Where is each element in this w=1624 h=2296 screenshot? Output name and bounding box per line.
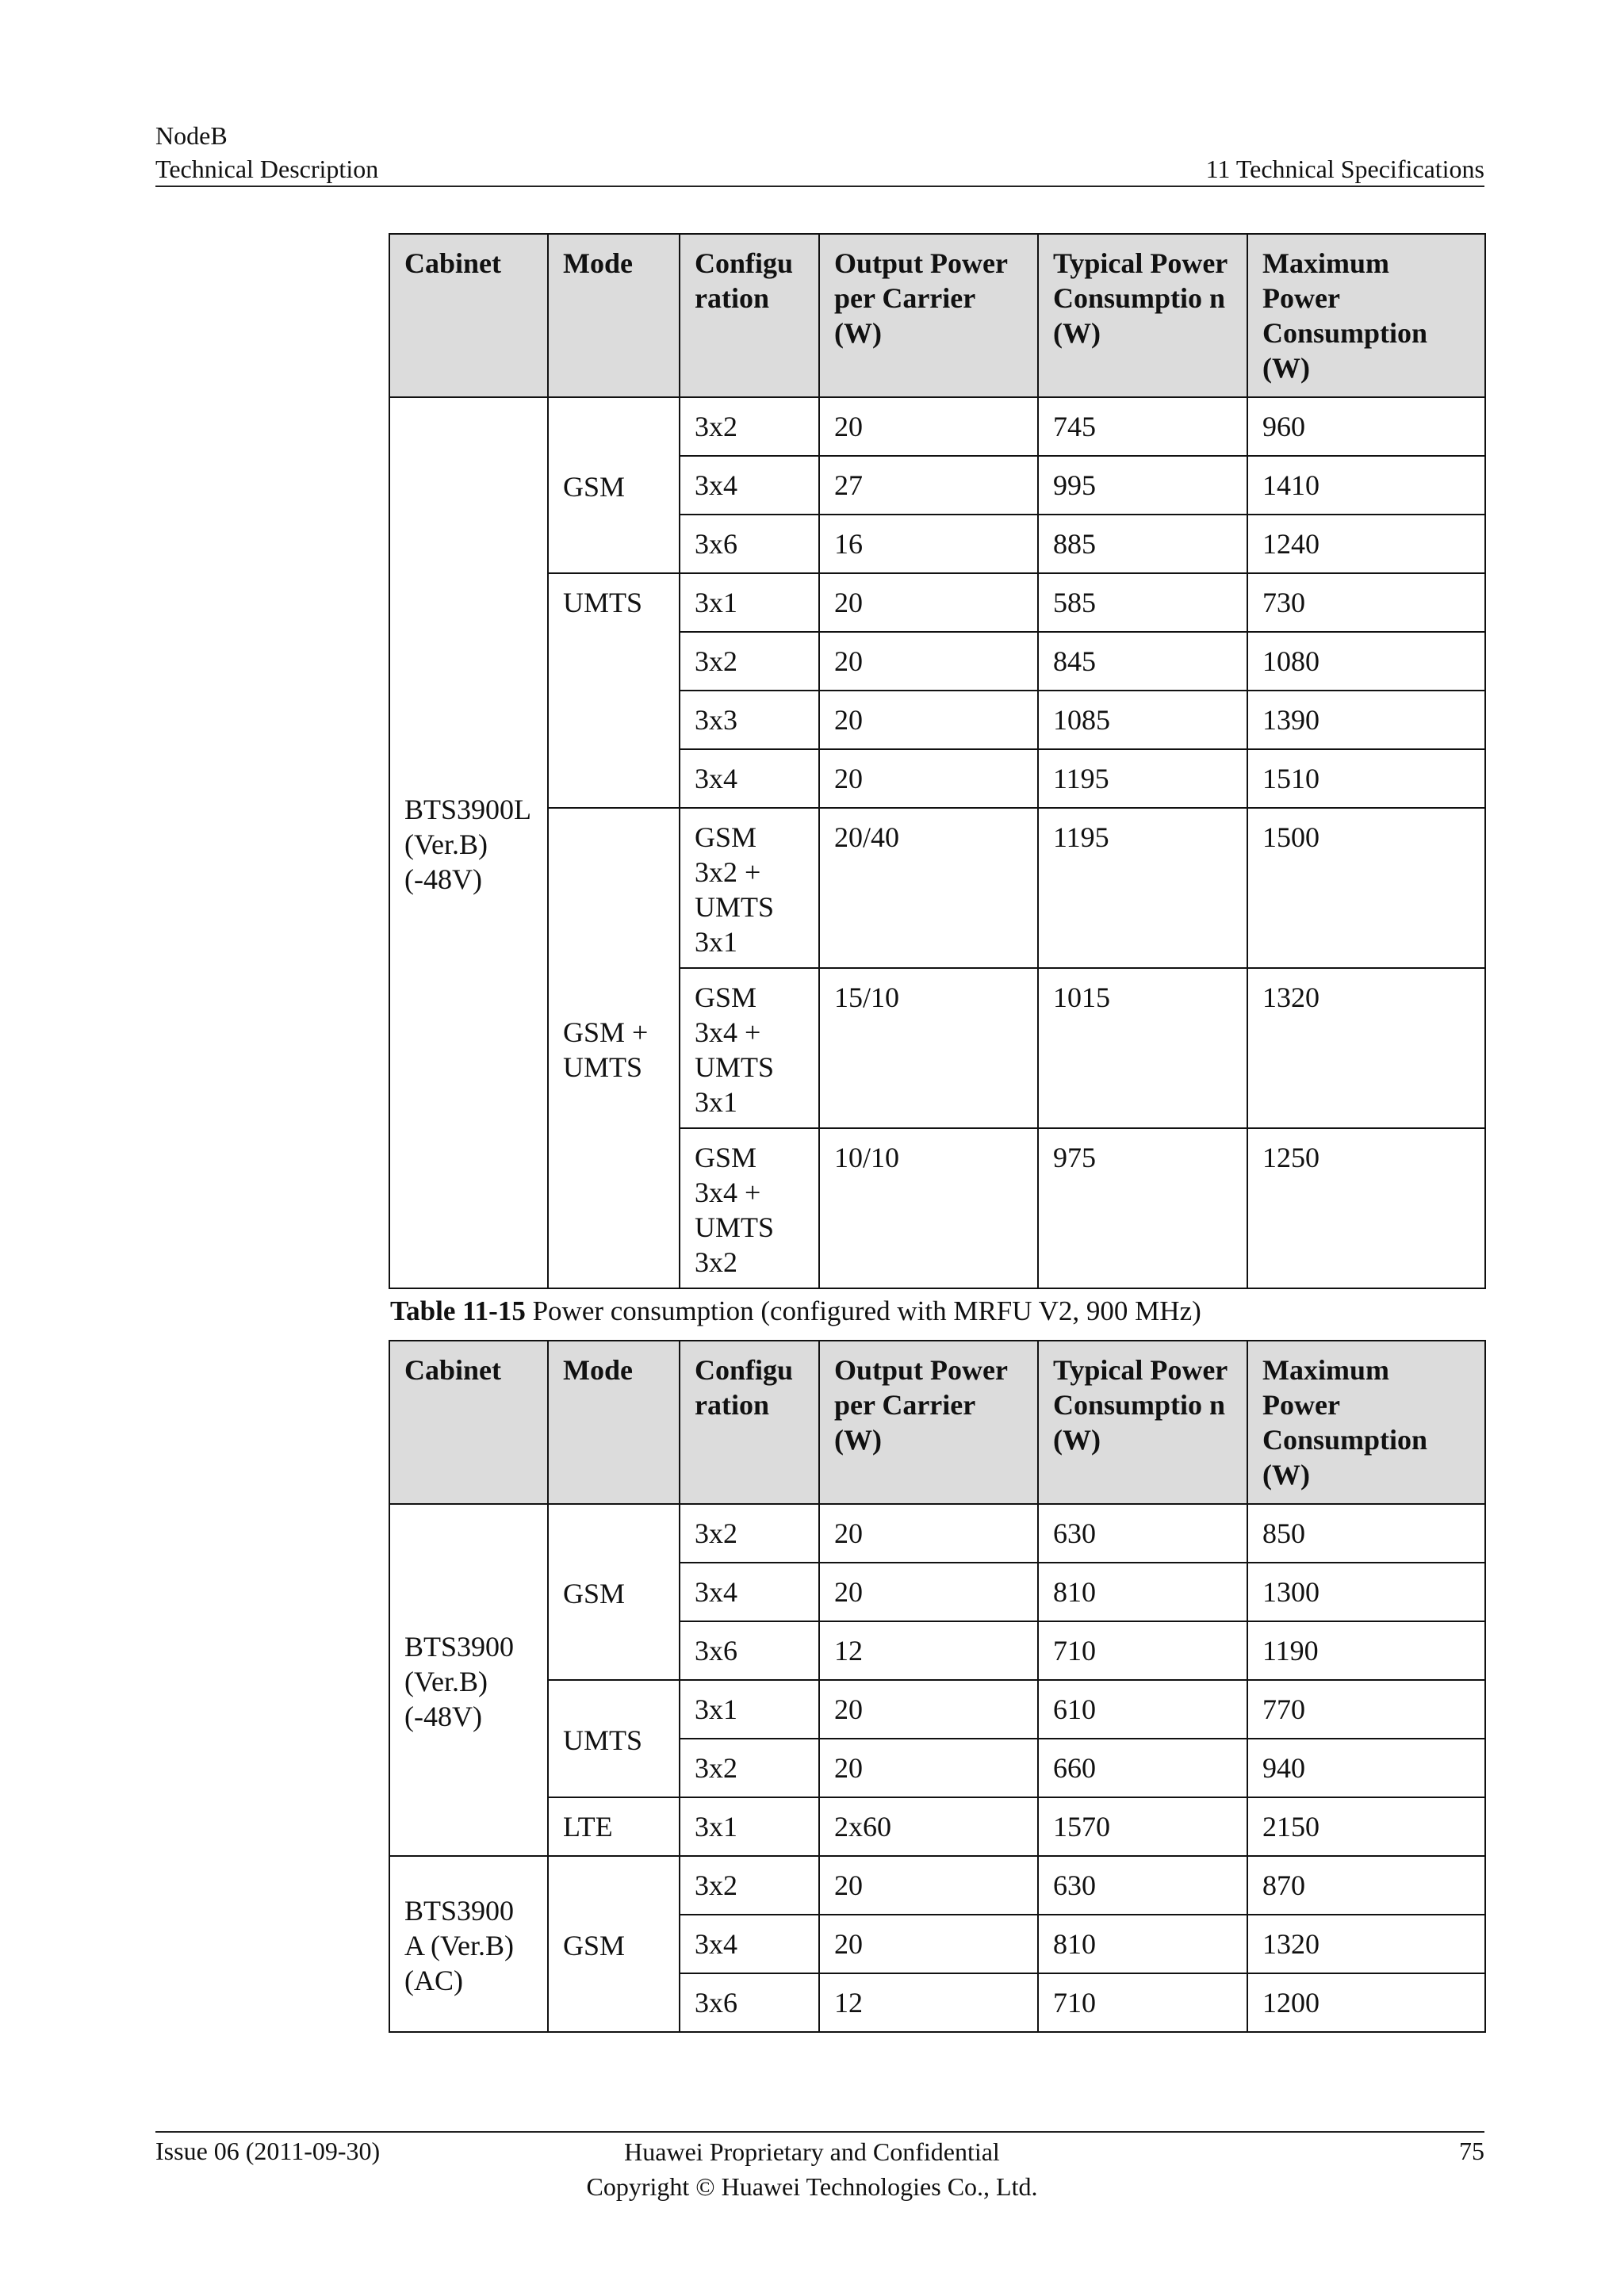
maximum-cell: 770 <box>1247 1680 1485 1739</box>
table-row <box>389 573 1485 632</box>
col-header-cabinet: Cabinet <box>389 234 548 397</box>
config-cell: 3x2 <box>680 1856 819 1915</box>
issue-info: Issue 06 (2011-09-30) <box>155 2137 381 2165</box>
maximum-cell: 940 <box>1247 1739 1485 1797</box>
typical-cell: 610 <box>1038 1680 1247 1739</box>
output-cell: 2x60 <box>819 1797 1038 1856</box>
typical-cell: 885 <box>1038 515 1247 573</box>
config-cell: 3x6 <box>680 515 819 573</box>
output-cell: 20/40 <box>819 808 1038 968</box>
chapter-title: 11 Technical Specifications <box>1205 155 1484 183</box>
output-cell: 20 <box>819 749 1038 808</box>
col-header-maximum-power: Maximum Power Consumption (W) <box>1247 234 1485 397</box>
mode-cell: GSM <box>548 1504 680 1680</box>
maximum-cell: 1240 <box>1247 515 1485 573</box>
copyright-notice: Copyright © Huawei Technologies Co., Ltd. <box>586 2172 1038 2201</box>
footer-divider <box>155 2131 1484 2133</box>
maximum-cell: 870 <box>1247 1856 1485 1915</box>
cabinet-cell: BTS3900 A (Ver.B) (AC) <box>389 1856 548 2032</box>
confidentiality-notice: Huawei Proprietary and Confidential <box>624 2137 1000 2166</box>
power-consumption-table-1 <box>389 233 1486 1289</box>
config-cell: 3x1 <box>680 1680 819 1739</box>
maximum-cell: 1250 <box>1247 1128 1485 1288</box>
output-cell: 10/10 <box>819 1128 1038 1288</box>
output-cell: 20 <box>819 632 1038 691</box>
config-cell: GSM 3x4 + UMTS 3x2 <box>680 1128 819 1288</box>
output-cell: 20 <box>819 691 1038 749</box>
typical-cell: 585 <box>1038 573 1247 632</box>
mode-cell: GSM <box>548 397 680 573</box>
table-row <box>389 808 1485 968</box>
maximum-cell: 1080 <box>1247 632 1485 691</box>
output-cell: 20 <box>819 1504 1038 1563</box>
page-number: 75 <box>1459 2137 1484 2165</box>
config-cell: 3x4 <box>680 1915 819 1973</box>
document-title: Technical Description <box>155 155 379 183</box>
typical-cell: 1195 <box>1038 749 1247 808</box>
product-name: NodeB <box>155 121 228 150</box>
typical-cell: 1085 <box>1038 691 1247 749</box>
mode-cell: GSM + UMTS <box>548 808 680 1288</box>
maximum-cell: 1510 <box>1247 749 1485 808</box>
cabinet-cell: BTS3900L (Ver.B) (-48V) <box>389 397 548 1288</box>
table-row <box>389 1856 1485 1915</box>
col-header-output-power: Output Power per Carrier (W) <box>819 1341 1038 1504</box>
output-cell: 12 <box>819 1621 1038 1680</box>
mode-cell: UMTS <box>548 1680 680 1797</box>
maximum-cell: 960 <box>1247 397 1485 456</box>
maximum-cell: 2150 <box>1247 1797 1485 1856</box>
cabinet-cell: BTS3900 (Ver.B) (-48V) <box>389 1504 548 1856</box>
config-cell: 3x2 <box>680 397 819 456</box>
table-header-row <box>389 234 1485 397</box>
col-header-maximum-power: Maximum Power Consumption (W) <box>1247 1341 1485 1504</box>
table-row <box>389 1504 1485 1563</box>
typical-cell: 1570 <box>1038 1797 1247 1856</box>
footer-center <box>0 2134 1624 2204</box>
col-header-mode: Mode <box>548 1341 680 1504</box>
config-cell: 3x1 <box>680 1797 819 1856</box>
output-cell: 15/10 <box>819 968 1038 1128</box>
table-row <box>389 1680 1485 1739</box>
config-cell: 3x6 <box>680 1621 819 1680</box>
typical-cell: 995 <box>1038 456 1247 515</box>
config-cell: GSM 3x4 + UMTS 3x1 <box>680 968 819 1128</box>
table-row <box>389 397 1485 456</box>
config-cell: 3x4 <box>680 1563 819 1621</box>
col-header-configuration: Configu ration <box>680 234 819 397</box>
output-cell: 20 <box>819 1856 1038 1915</box>
config-cell: 3x4 <box>680 749 819 808</box>
config-cell: 3x6 <box>680 1973 819 2032</box>
maximum-cell: 730 <box>1247 573 1485 632</box>
maximum-cell: 1200 <box>1247 1973 1485 2032</box>
table-caption-label: Table 11-15 <box>390 1295 526 1326</box>
typical-cell: 975 <box>1038 1128 1247 1288</box>
col-header-cabinet: Cabinet <box>389 1341 548 1504</box>
output-cell: 20 <box>819 1563 1038 1621</box>
table-header-row <box>389 1341 1485 1504</box>
typical-cell: 745 <box>1038 397 1247 456</box>
output-cell: 20 <box>819 1915 1038 1973</box>
config-cell: 3x2 <box>680 632 819 691</box>
maximum-cell: 850 <box>1247 1504 1485 1563</box>
mode-cell: GSM <box>548 1856 680 2032</box>
typical-cell: 630 <box>1038 1856 1247 1915</box>
config-cell: 3x2 <box>680 1739 819 1797</box>
maximum-cell: 1320 <box>1247 968 1485 1128</box>
output-cell: 20 <box>819 397 1038 456</box>
power-consumption-table-2 <box>389 1340 1486 2033</box>
col-header-typical-power: Typical Power Consumptio n (W) <box>1038 234 1247 397</box>
typical-cell: 810 <box>1038 1563 1247 1621</box>
maximum-cell: 1190 <box>1247 1621 1485 1680</box>
table-row <box>389 1797 1485 1856</box>
table-caption <box>390 1294 1201 1329</box>
typical-cell: 1015 <box>1038 968 1247 1128</box>
output-cell: 20 <box>819 1739 1038 1797</box>
output-cell: 12 <box>819 1973 1038 2032</box>
running-header-left <box>155 119 378 186</box>
col-header-typical-power: Typical Power Consumptio n (W) <box>1038 1341 1247 1504</box>
typical-cell: 630 <box>1038 1504 1247 1563</box>
table-caption-text: Power consumption (configured with MRFU V2, 900 MHz) <box>532 1295 1201 1326</box>
col-header-configuration: Configu ration <box>680 1341 819 1504</box>
config-cell: 3x3 <box>680 691 819 749</box>
maximum-cell: 1390 <box>1247 691 1485 749</box>
config-cell: GSM 3x2 + UMTS 3x1 <box>680 808 819 968</box>
config-cell: 3x4 <box>680 456 819 515</box>
output-cell: 20 <box>819 1680 1038 1739</box>
col-header-output-power: Output Power per Carrier (W) <box>819 234 1038 397</box>
typical-cell: 710 <box>1038 1973 1247 2032</box>
maximum-cell: 1320 <box>1247 1915 1485 1973</box>
maximum-cell: 1410 <box>1247 456 1485 515</box>
maximum-cell: 1500 <box>1247 808 1485 968</box>
mode-cell: LTE <box>548 1797 680 1856</box>
config-cell: 3x1 <box>680 573 819 632</box>
col-header-mode: Mode <box>548 234 680 397</box>
typical-cell: 845 <box>1038 632 1247 691</box>
output-cell: 16 <box>819 515 1038 573</box>
config-cell: 3x2 <box>680 1504 819 1563</box>
typical-cell: 810 <box>1038 1915 1247 1973</box>
mode-cell: UMTS <box>548 573 680 808</box>
header-divider <box>155 186 1484 187</box>
output-cell: 27 <box>819 456 1038 515</box>
typical-cell: 660 <box>1038 1739 1247 1797</box>
typical-cell: 1195 <box>1038 808 1247 968</box>
maximum-cell: 1300 <box>1247 1563 1485 1621</box>
typical-cell: 710 <box>1038 1621 1247 1680</box>
output-cell: 20 <box>819 573 1038 632</box>
